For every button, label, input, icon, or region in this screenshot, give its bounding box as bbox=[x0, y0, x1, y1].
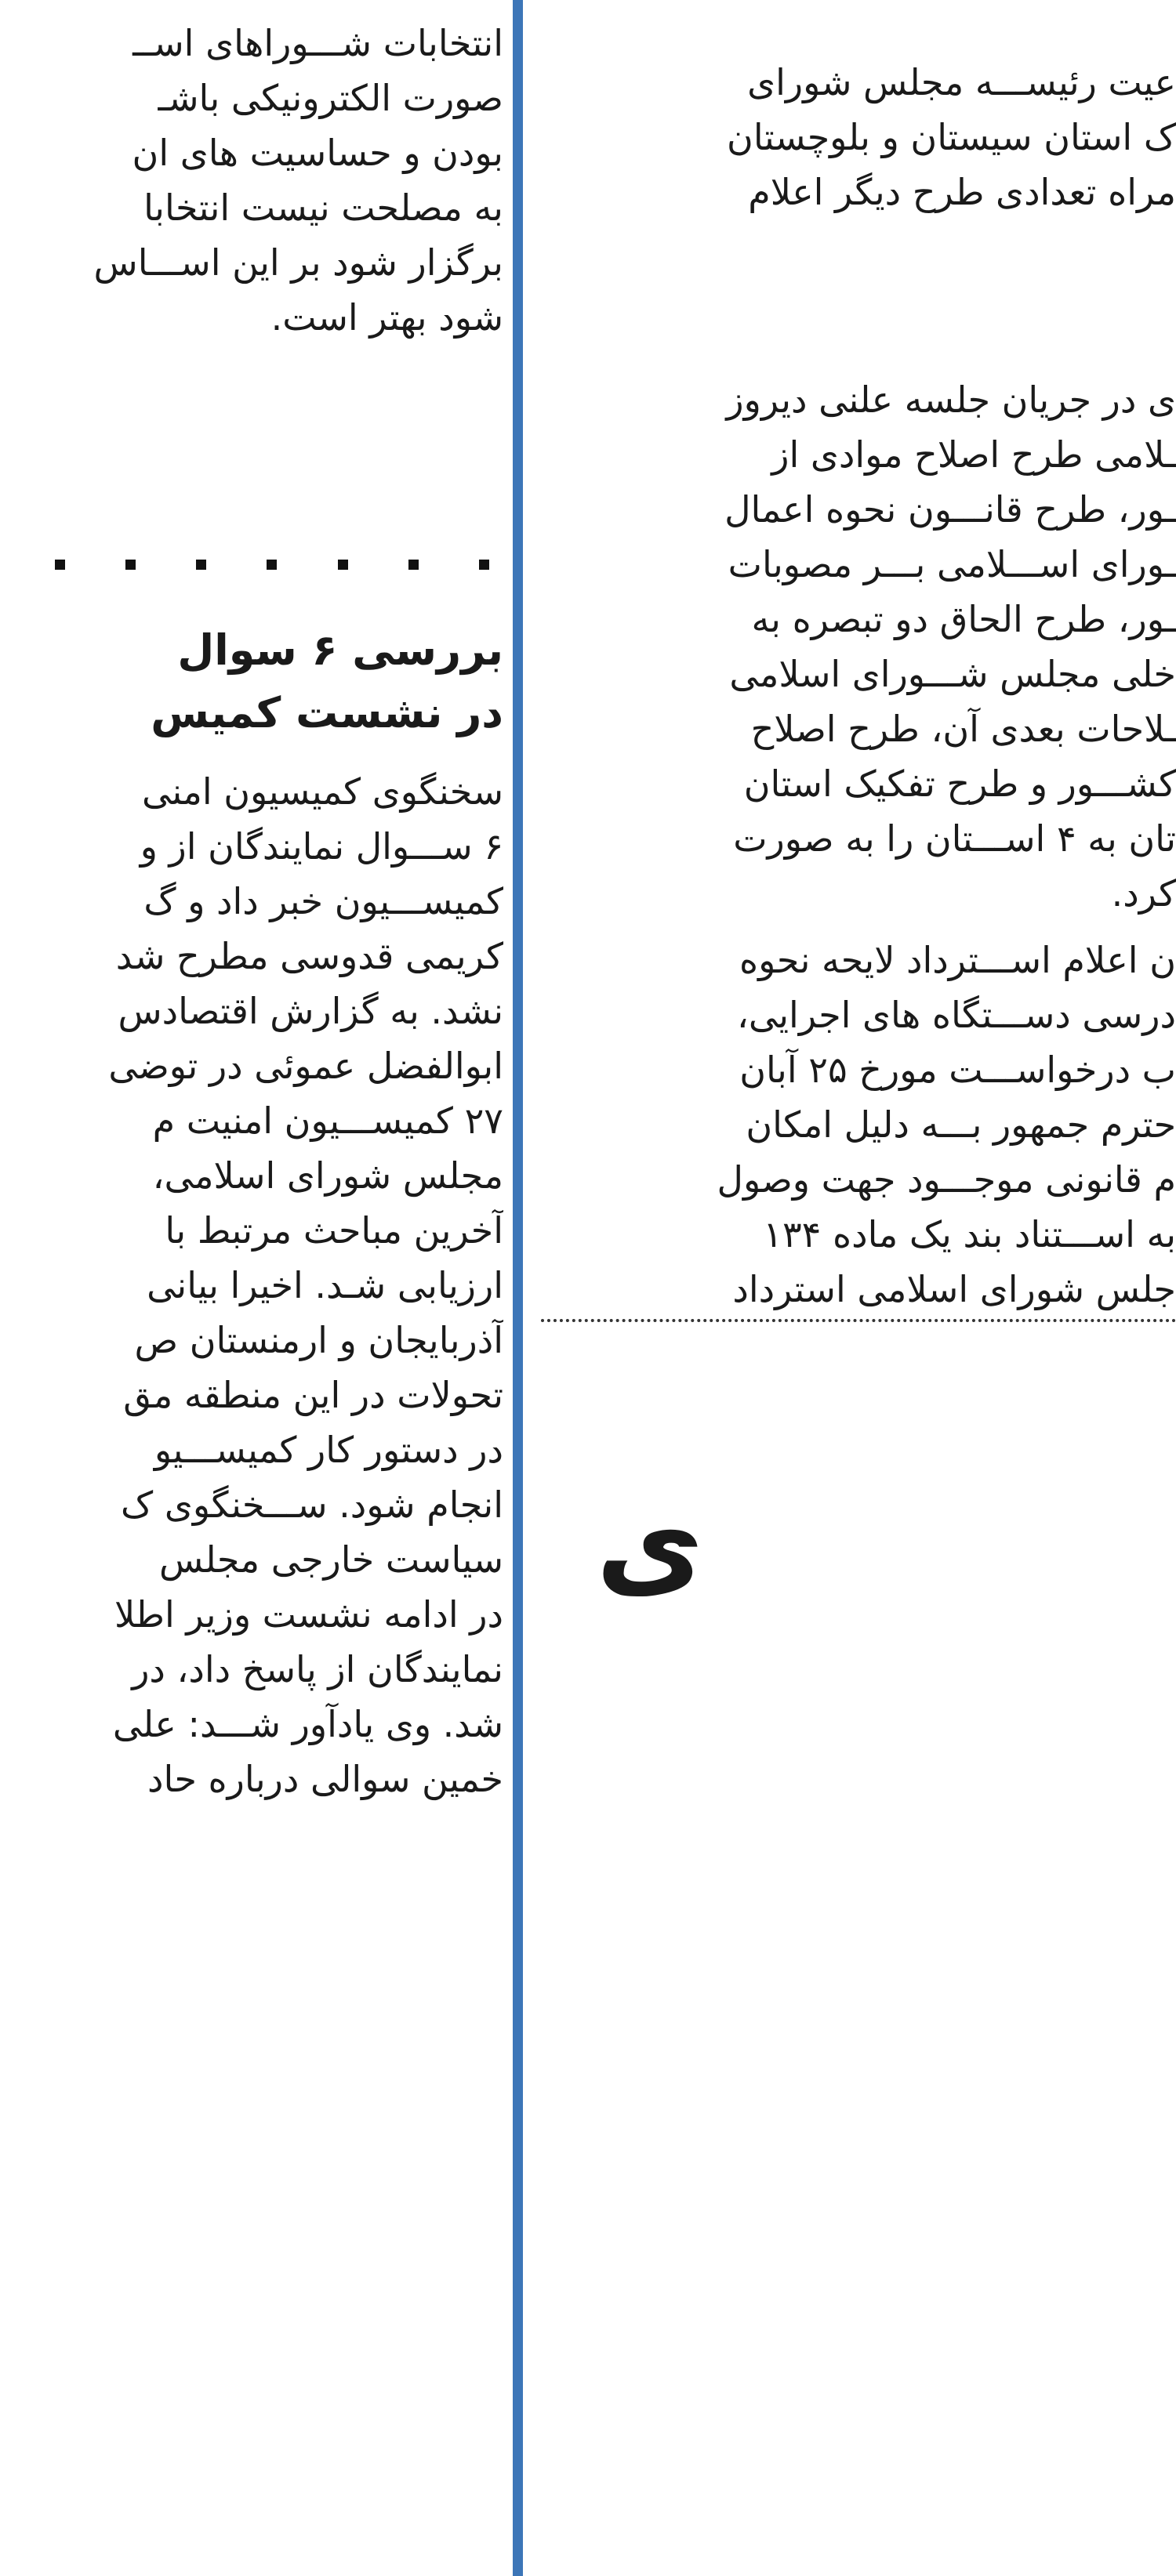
dotted-rule bbox=[541, 1319, 1176, 1322]
column-divider bbox=[513, 0, 523, 2576]
text-line: ارزیابی شـد. اخیرا بیانی bbox=[147, 1264, 503, 1306]
text-line: انجام شود. ســـخنگوی ک bbox=[121, 1484, 503, 1526]
text-line: برگزار شود بر این اســـاس bbox=[93, 241, 503, 284]
text-line: به اســـتناد بند یک ماده ۱۳۴ bbox=[763, 1213, 1176, 1255]
separator-square bbox=[196, 560, 206, 570]
separator-square bbox=[479, 560, 489, 570]
separator-square bbox=[125, 560, 136, 570]
text-line: ـلامی طرح اصلاح موادی از bbox=[771, 433, 1176, 476]
text-line: ـور، طرح الحاق دو تبصره به bbox=[751, 598, 1176, 640]
text-line: جلس شورای اسلامی استرداد bbox=[732, 1268, 1176, 1310]
text-line: در ادامه نشست وزیر اطلا bbox=[114, 1593, 503, 1636]
next-headline-fragment: ی bbox=[596, 1476, 704, 1612]
separator-square bbox=[338, 560, 348, 570]
text-line: بودن و حساسیت های ان bbox=[132, 132, 503, 174]
text-line: نشد. به گزارش اقتصادس bbox=[118, 990, 503, 1032]
text-line: حترم جمهور بـــه دلیل امکان bbox=[746, 1103, 1176, 1146]
text-line: انتخابات شـــوراهای اســ bbox=[132, 22, 503, 64]
text-line: کریمی قدوسی مطرح شد bbox=[115, 935, 503, 977]
section-separator-dots bbox=[0, 549, 503, 580]
text-line: درسی دســـتگاه های اجرایی، bbox=[737, 994, 1176, 1036]
right-paragraph-1 bbox=[541, 55, 1176, 219]
text-line: ن اعلام اســـترداد لایحه نحوه bbox=[739, 939, 1176, 981]
right-paragraph-2 bbox=[541, 372, 1176, 921]
text-line: مراه تعدادی طرح دیگر اعلام bbox=[748, 171, 1176, 213]
text-line: شد. وی یادآور شـــد: علی bbox=[112, 1703, 503, 1745]
right-paragraph-3 bbox=[541, 933, 1176, 1317]
text-line: ک استان سیستان و بلوچستان bbox=[727, 116, 1176, 158]
headline-line: بررسی ۶ سوال bbox=[177, 625, 503, 675]
text-line: در دستور کار کمیســـیو bbox=[154, 1429, 503, 1471]
text-line: به مصلحت نیست انتخابا bbox=[143, 187, 503, 229]
text-line: آذربایجان و ارمنستان ص bbox=[134, 1319, 503, 1361]
separator-square bbox=[267, 560, 277, 570]
text-line: ب درخواســـت مورخ ۲۵ آبان bbox=[739, 1049, 1176, 1091]
text-line: کرد. bbox=[1111, 872, 1176, 915]
headline-line: در نشست کمیس bbox=[151, 688, 503, 737]
text-line: ی در جریان جلسه علنی دیروز bbox=[726, 379, 1176, 421]
text-line: خلی مجلس شـــورای اسلامی bbox=[729, 653, 1176, 695]
text-line: ـور، طرح قانـــون نحوه اعمال bbox=[724, 488, 1176, 531]
text-line: تحولات در این منطقه مق bbox=[123, 1374, 503, 1416]
left-intro-paragraph bbox=[0, 16, 503, 345]
article-body bbox=[0, 764, 503, 1806]
separator-square bbox=[408, 560, 419, 570]
text-line: عیت رئیســـه مجلس شورای bbox=[747, 61, 1176, 103]
text-line: خمین سوالی درباره حاد bbox=[147, 1758, 503, 1800]
text-line: سیاست خارجی مجلس bbox=[158, 1538, 503, 1581]
text-line: ـلاحات بعدی آن، طرح اصلاح bbox=[750, 708, 1176, 750]
text-line: کشـــور و طرح تفکیک استان bbox=[743, 763, 1176, 805]
text-line: آخرین مباحث مرتبط با bbox=[165, 1209, 503, 1252]
text-line: شود بهتر است. bbox=[270, 296, 503, 339]
text-line: نمایندگان از پاسخ داد، در bbox=[132, 1648, 503, 1690]
text-line: ۶ ســـوال نمایندگان از و bbox=[140, 825, 503, 868]
article-headline bbox=[0, 619, 503, 745]
text-line: کمیســـیون خبر داد و گ bbox=[143, 880, 503, 922]
text-line: صورت الکترونیکی باشـ bbox=[158, 77, 503, 119]
text-line: م قانونی موجـــود جهت وصول bbox=[717, 1158, 1176, 1201]
text-line: ـورای اســـلامی بـــر مصوبات bbox=[728, 543, 1176, 585]
text-line: تان به ۴ اســـتان را به صورت bbox=[733, 817, 1176, 860]
text-line: ۲۷ کمیســـیون امنیت م bbox=[152, 1100, 503, 1142]
separator-square bbox=[55, 560, 65, 570]
text-line: مجلس شورای اسلامی، bbox=[152, 1154, 503, 1197]
text-line: سخنگوی کمیسیون امنی bbox=[141, 770, 503, 813]
text-line: ابوالفضل عموئی در توضی bbox=[108, 1045, 503, 1087]
